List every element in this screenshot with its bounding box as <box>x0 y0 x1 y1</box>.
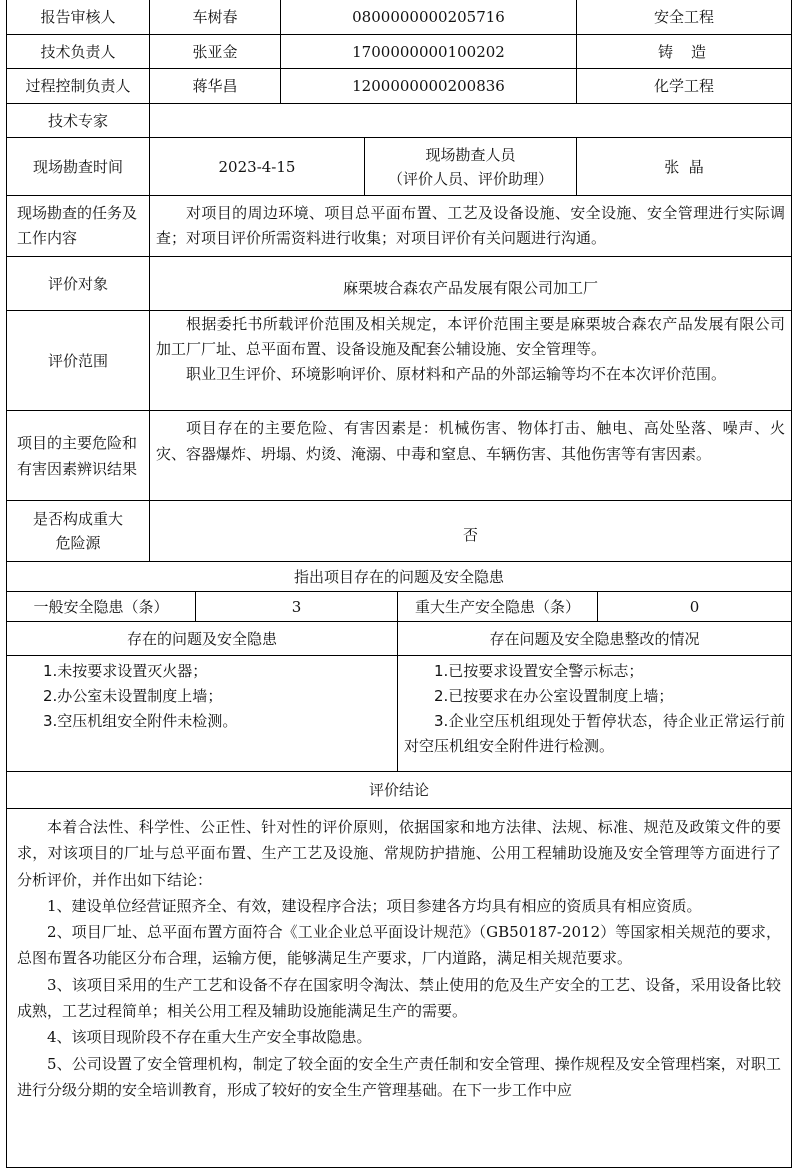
process-lead-name: 蒋华昌 <box>149 68 281 104</box>
conclusion-item-5: 5、公司设置了安全管理机构，制定了较全面的安全生产责任制和安全管理、操作规程及安全管理档案，对职工进行分级分期的安全培训教育，形成了较好的安全生产管理基础。在下一步工作中应 <box>17 1054 781 1099</box>
general-hazard-count: 3 <box>195 591 398 622</box>
major-hazard-value: 否 <box>149 500 792 562</box>
tech-lead-cert: 1700000000100202 <box>280 34 577 69</box>
fix-item: 3.企业空压机组现处于暂停状态，待企业正常运行前对空压机组安全附件进行检测。 <box>404 712 785 755</box>
task-label: 现场勘查的任务及工作内容 <box>6 195 150 257</box>
issues-list <box>6 655 398 772</box>
conclusion-intro: 本着合法性、科学性、公正性、针对性的评价原则，依据国家和地方法律、法规、标准、规范及政策文件的要求，对该项目的厂址与总平面布置、生产工艺及设施、常规防护措施、公用工程辅助设施及安全管理等方面进行了分析评价，并作出如下结论： <box>17 818 781 889</box>
hazards-text: 项目存在的主要危险、有害因素是：机械伤害、物体打击、触电、高处坠落、噪声、火灾、容器爆炸、坍塌、灼烫、淹溺、中毒和窒息、车辆伤害、其他伤害等有害因素。 <box>156 419 785 463</box>
reviewer-cert: 0800000000205716 <box>280 0 577 35</box>
tech-lead-name: 张亚金 <box>149 34 281 69</box>
major-hazard-label: 是否构成重大危险源 <box>6 500 150 562</box>
issue-item: 2.办公室未设置制度上墙； <box>43 687 223 705</box>
tech-lead-field: 铸造 <box>576 34 792 69</box>
fix-item: 2.已按要求在办公室设置制度上墙； <box>434 687 674 705</box>
reviewer-name: 车树春 <box>149 0 281 35</box>
major-hazard-count-label: 重大生产安全隐患（条） <box>397 591 598 622</box>
major-hazard-count: 0 <box>597 591 792 622</box>
task-text: 对项目的周边环境、项目总平面布置、工艺及设备设施、安全设施、安全管理进行实际调查；对项目评价所需资料进行收集；对项目评价有关问题进行沟通。 <box>156 204 785 247</box>
survey-time-label: 现场勘查时间 <box>6 137 150 196</box>
fixes-header: 存在问题及安全隐患整改的情况 <box>397 621 792 656</box>
scope-content <box>149 310 792 411</box>
fixes-list <box>397 655 792 772</box>
survey-staff-label <box>364 137 577 196</box>
reviewer-role: 报告审核人 <box>6 0 150 35</box>
scope-label: 评价范围 <box>6 310 150 411</box>
issues-title: 指出项目存在的问题及安全隐患 <box>6 561 792 592</box>
process-lead-role: 过程控制负责人 <box>6 68 150 104</box>
object-value: 麻栗坡合森农产品发展有限公司加工厂 <box>149 256 792 311</box>
tech-expert-value <box>149 103 792 138</box>
general-hazard-label: 一般安全隐患（条） <box>6 591 196 622</box>
survey-staff-label-line2: （评价人员、评价助理） <box>387 169 553 188</box>
survey-staff-label-line1: 现场勘查人员 <box>425 145 516 164</box>
conclusion-item-1: 1、建设单位经营证照齐全、有效，建设程序合法；项目参建各方均具有相应的资质具有相应资质。 <box>47 896 702 915</box>
process-lead-cert: 1200000000200836 <box>280 68 577 104</box>
conclusion-body <box>6 808 792 1168</box>
fix-item: 1.已按要求设置安全警示标志； <box>434 662 644 680</box>
hazards-content <box>149 410 792 501</box>
tech-lead-role: 技术负责人 <box>6 34 150 69</box>
task-content <box>149 195 792 257</box>
reviewer-field: 安全工程 <box>576 0 792 35</box>
scope-paragraph-1: 根据委托书所载评价范围及相关规定，本评价范围主要是麻栗坡合森农产品发展有限公司加工厂厂址、总平面布置、设备设施及配套公辅设施、安全管理等。 <box>156 315 785 358</box>
tech-expert-label: 技术专家 <box>6 103 150 138</box>
conclusion-title: 评价结论 <box>6 771 792 809</box>
process-lead-field: 化学工程 <box>576 68 792 104</box>
issue-item: 1.未按要求设置灭火器； <box>43 662 208 680</box>
issues-header: 存在的问题及安全隐患 <box>6 621 398 656</box>
survey-staff-value: 张 晶 <box>576 137 792 196</box>
survey-time-value: 2023-4-15 <box>149 137 365 196</box>
hazards-label: 项目的主要危险和有害因素辨识结果 <box>6 410 150 501</box>
object-label: 评价对象 <box>6 256 150 311</box>
scope-paragraph-2: 职业卫生评价、环境影响评价、原材料和产品的外部运输等均不在本次评价范围。 <box>186 365 727 383</box>
conclusion-item-2: 2、项目厂址、总平面布置方面符合《工业企业总平面设计规范》（GB50187-2012）等国家相关规范的要求，总图布置各功能区分布合理，运输方便，能够满足生产要求，厂内道路，满足相关规范要求。 <box>17 923 781 968</box>
conclusion-item-4: 4、该项目现阶段不存在重大生产安全事故隐患。 <box>47 1028 372 1047</box>
conclusion-item-3: 3、该项目采用的生产工艺和设备不存在国家明令淘汰、禁止使用的危及生产安全的工艺、设备，采用设备比较成熟，工艺过程简单；相关公用工程及辅助设施能满足生产的需要。 <box>17 975 781 1021</box>
issue-item: 3.空压机组安全附件未检测。 <box>43 712 238 730</box>
